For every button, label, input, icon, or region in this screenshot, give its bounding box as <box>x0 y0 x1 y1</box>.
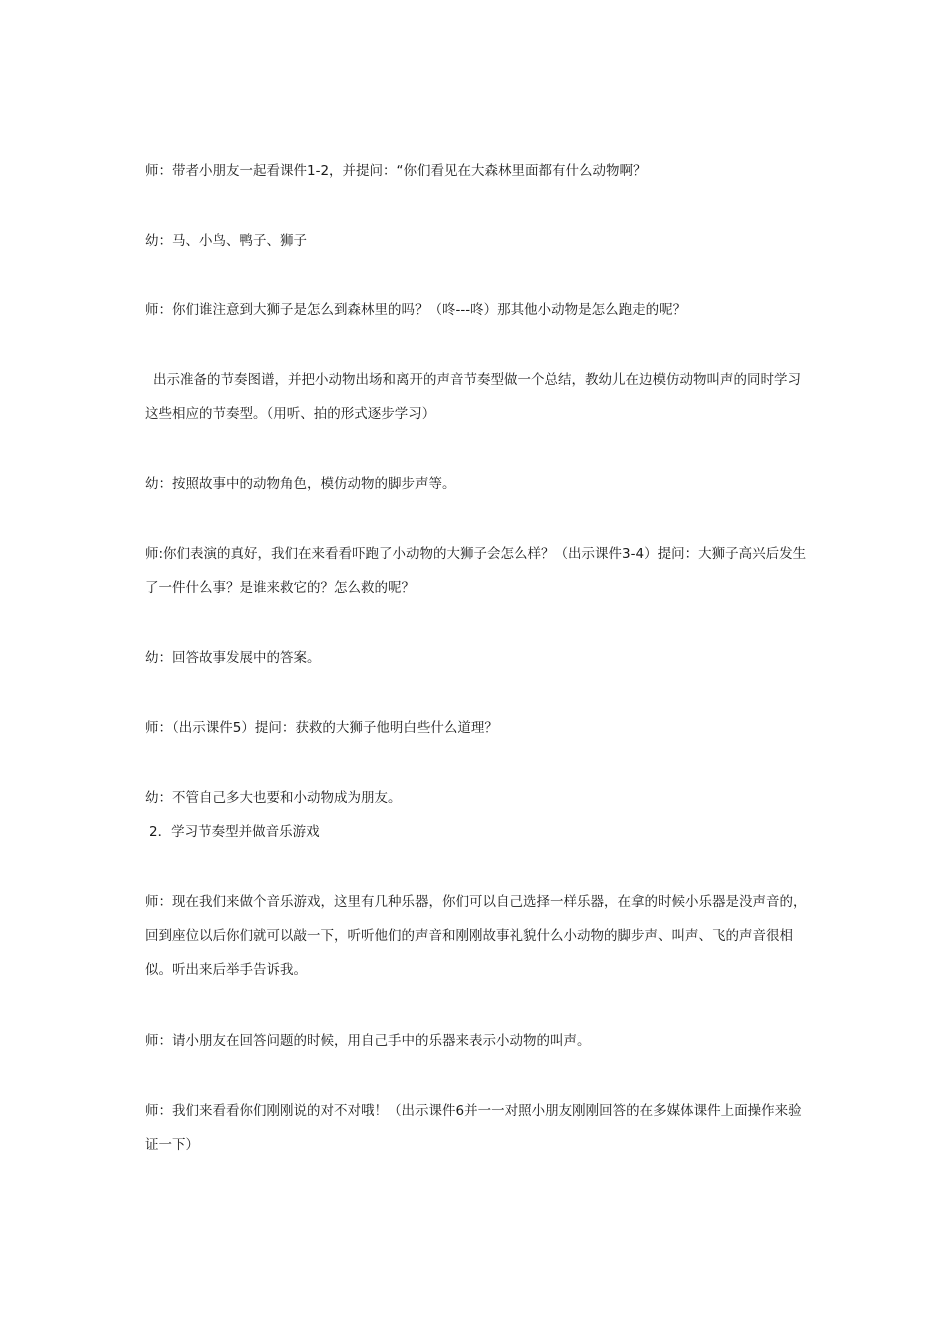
paragraph-teacher-question-2: 师：你们谁注意到大狮子是怎么到森林里的吗？（咚---咚）那其他小动物是怎么跑走的呢？ <box>145 302 687 318</box>
paragraph-child-answer-4: 幼：不管自己多大也要和小动物成为朋友。 <box>145 790 402 806</box>
paragraph-teacher-question-4: 师：（出示课件5）提问：获救的大狮子他明白些什么道理？ <box>145 720 498 736</box>
paragraph-teacher-verify: 师：我们来看看你们刚刚说的对不对哦！（出示课件6并一一对照小朋友刚刚回答的在多媒体课件上面操作来验证一下） <box>145 1103 802 1153</box>
paragraph-music-game: 师：现在我们来做个音乐游戏，这里有几种乐器，你们可以自己选择一样乐器，在拿的时候小乐器是没声音的，回到座位以后你们就可以敲一下，听听他们的声音和刚刚故事礼貌什么小动物的脚步声、叫声、飞的声音很相似。听出来后举手告诉我。 <box>145 894 807 978</box>
paragraph-child-answer-2: 幼：按照故事中的动物角色，模仿动物的脚步声等。 <box>145 476 456 492</box>
section-heading: 2．学习节奏型并做音乐游戏 <box>149 824 320 840</box>
paragraph-teacher-question-3: 师:你们表演的真好，我们在来看看吓跑了小动物的大狮子会怎么样？（出示课件3-4）提问：大狮子高兴后发生了一件什么事？是谁来救它的？怎么救的呢？ <box>145 546 807 596</box>
paragraph-rhythm-instruction: 出示准备的节奏图谱，并把小动物出场和离开的声音节奏型做一个总结，教幼儿在边模仿动物叫声的同时学习这些相应的节奏型。（用听、拍的形式逐步学习） <box>145 372 801 422</box>
paragraph-teacher-question-1: 师：带者小朋友一起看课件1-2，并提问：“你们看见在大森林里面都有什么动物啊？ <box>145 163 647 179</box>
paragraph-teacher-instruction: 师：请小朋友在回答问题的时候，用自己手中的乐器来表示小动物的叫声。 <box>145 1033 591 1049</box>
paragraph-child-answer-1: 幼：马、小鸟、鸭子、狮子 <box>145 233 307 249</box>
paragraph-child-answer-3: 幼：回答故事发展中的答案。 <box>145 650 321 666</box>
